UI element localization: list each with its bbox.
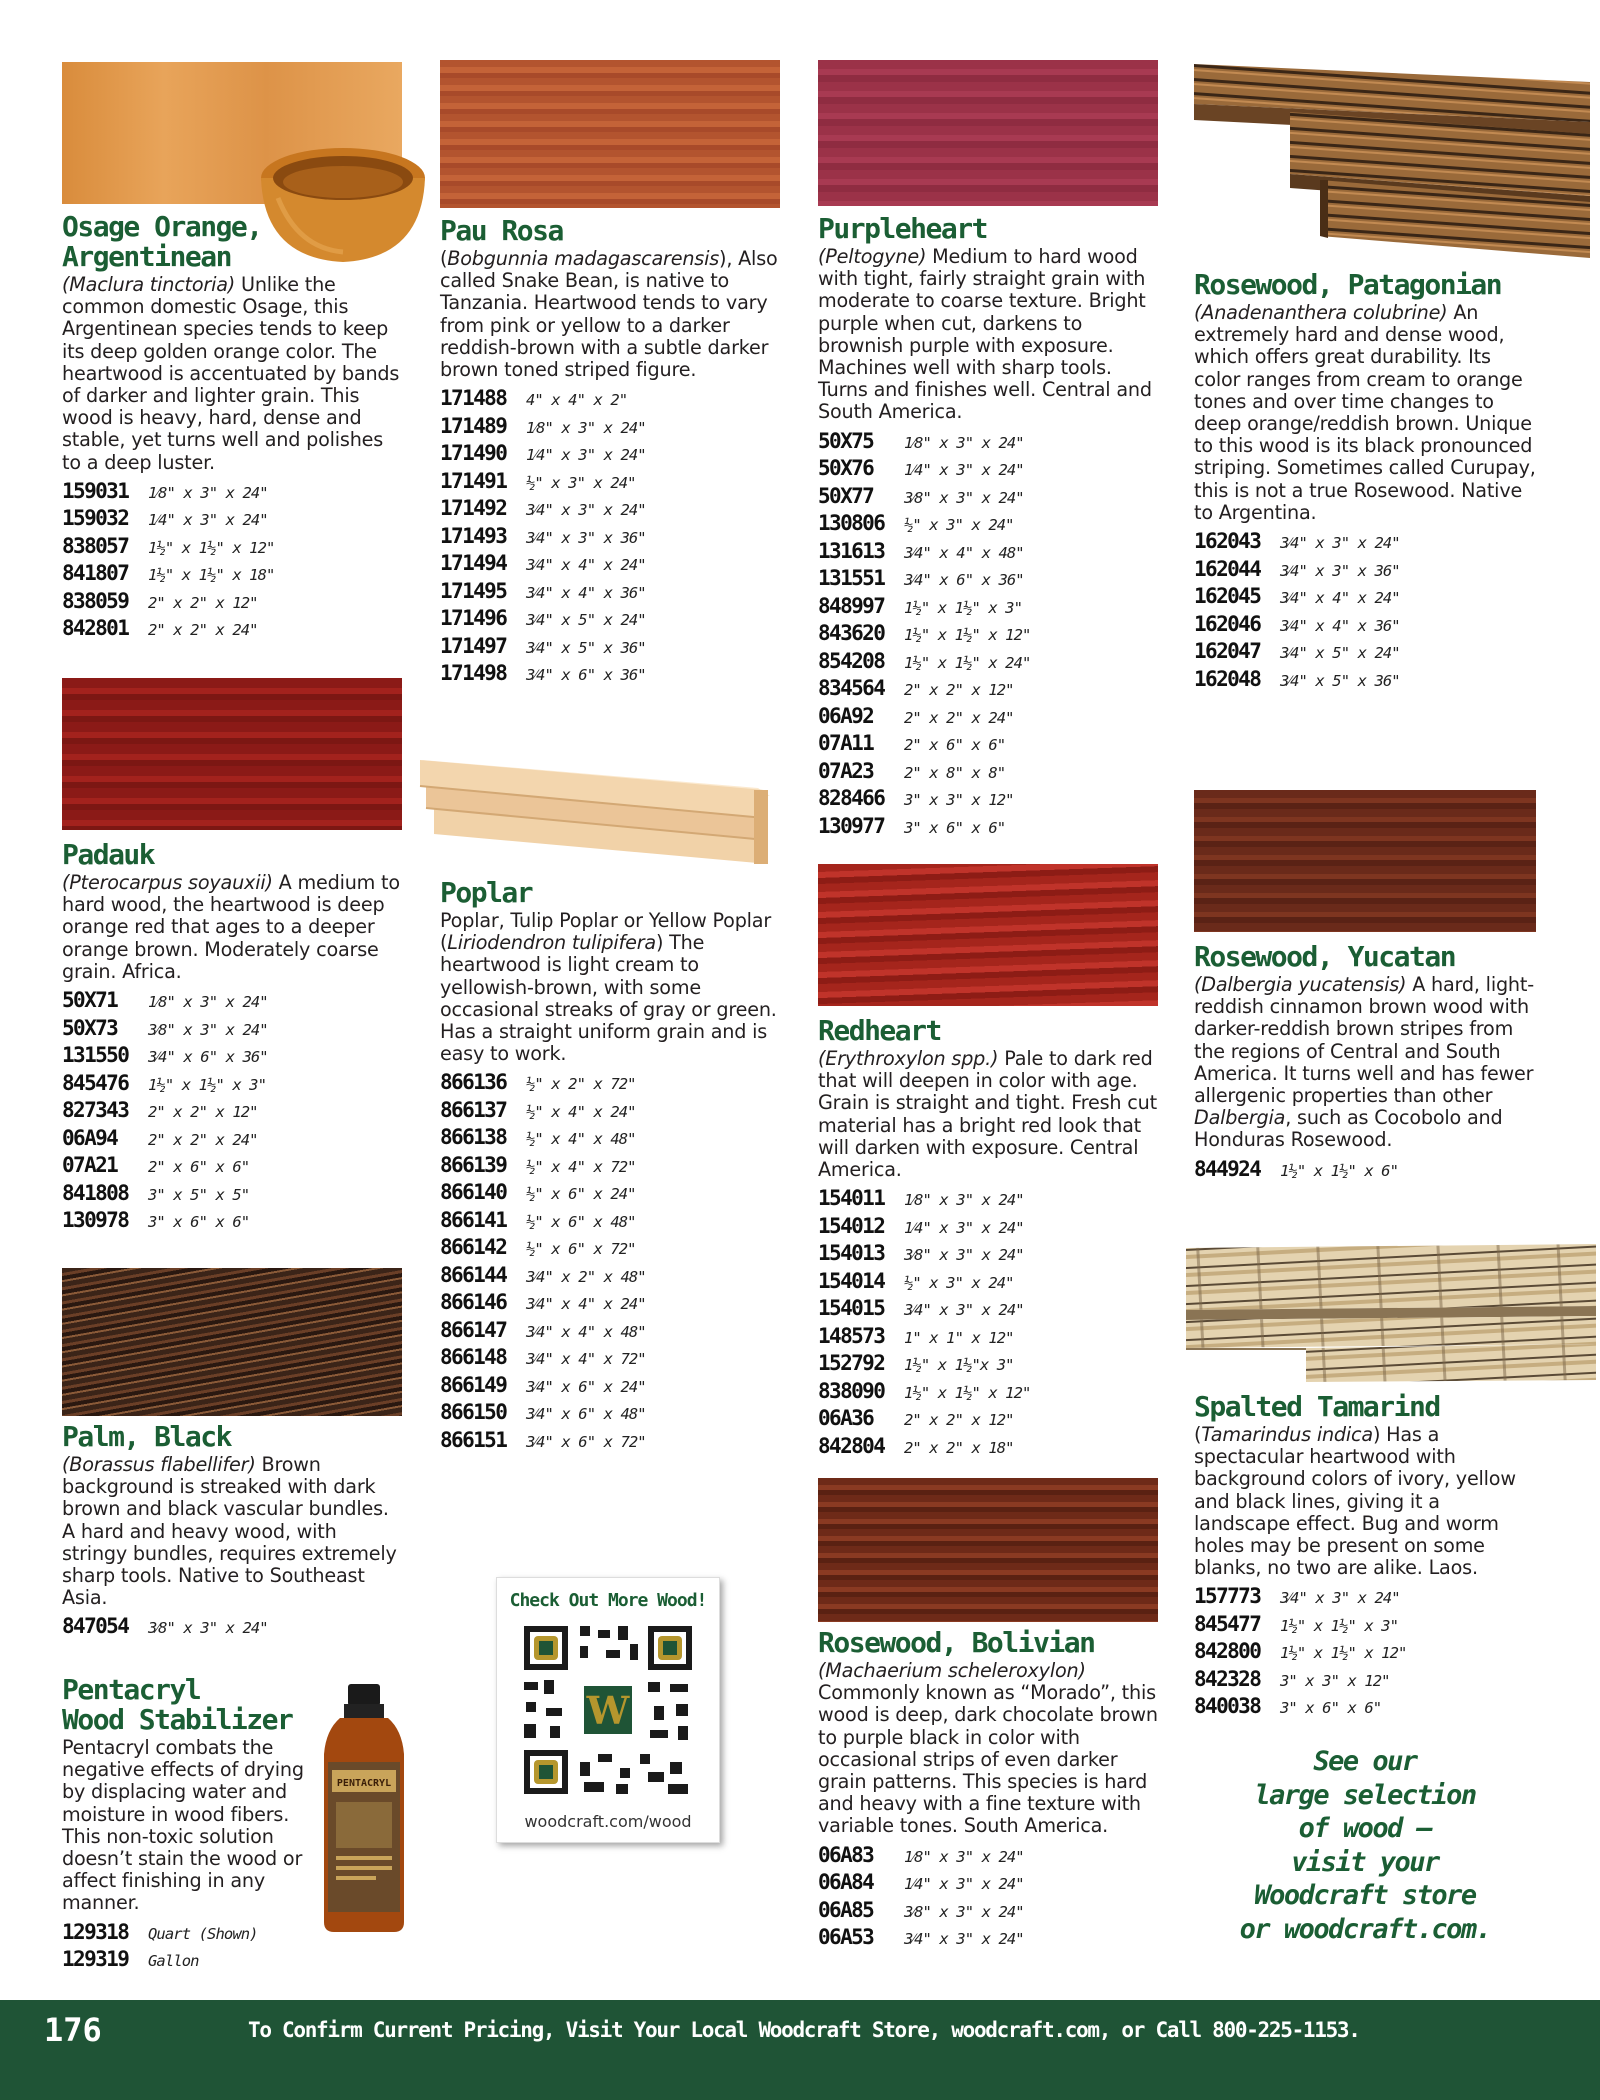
sku-row: 50X71 1⁄8" x 3" x 24" — [62, 988, 268, 1013]
page-number: 176 — [44, 2011, 102, 2049]
purpleheart-title: Purpleheart — [818, 212, 987, 245]
sku-row: 50X73 3⁄8" x 3" x 24" — [62, 1015, 268, 1040]
osage-orange-title: Osage Orange, Argentinean — [62, 210, 262, 273]
sku-row: 171494 3⁄4" x 4" x 24" — [440, 551, 646, 576]
qr-card-url[interactable]: woodcraft.com/wood — [524, 1812, 692, 1831]
palm-black-description: (Borassus flabellifer) Brown background is streaked with dark brown and black vascular bundles. A hard and heavy wood, with stringy bundles, requires extremely sharp tools. Native to Southeast Asia. — [62, 1453, 397, 1610]
rosewood-bolivian-description: (Machaerium scheleroxylon) Commonly known as “Morado”, this wood is deep, dark chocolate brown to purple black in color with occasional strips of even darker grain patterns. This species is hard and heavy with a fine texture with variable tones. South America. — [818, 1659, 1158, 1838]
sku-row: 840038 3" x 6" x 6" — [1194, 1694, 1382, 1719]
sku-row: 50X75 1⁄8" x 3" x 24" — [818, 428, 1024, 453]
sku-row: 838090 1½" x 1½" x 12" — [818, 1378, 1031, 1403]
sku-row: 827343 2" x 2" x 12" — [62, 1098, 258, 1123]
purpleheart-swatch — [818, 60, 1158, 206]
sku-row: 06A83 1⁄8" x 3" x 24" — [818, 1842, 1024, 1867]
rosewood-yucatan-description: (Dalbergia yucatensis) A hard, light-reddish cinnamon brown wood with darker-reddish brown stripes from the regions of Central and South America. It turns well and has fewer allergenic properties than other Dalbergia, such as Cocobolo and Honduras Rosewood. — [1194, 973, 1534, 1152]
sku-row: 834564 2" x 2" x 12" — [818, 676, 1014, 701]
section-palm-black — [62, 1422, 407, 1641]
rosewood-yucatan-sku-list — [1194, 1156, 1539, 1184]
sku-row: 159031 1⁄8" x 3" x 24" — [62, 478, 268, 503]
sku-row: 06A94 2" x 2" x 24" — [62, 1125, 258, 1150]
sku-row: 50X76 1⁄4" x 3" x 24" — [818, 456, 1024, 481]
sku-row: 06A53 3⁄4" x 3" x 24" — [818, 1925, 1024, 1950]
palm-black-title: Palm, Black — [62, 1420, 231, 1453]
purpleheart-description: (Peltogyne) Medium to hard wood with tight, fairly straight grain with moderate to coarse texture. Bright purple when cut, darkens to brownish purple with exposure. Machines well with sharp tools. Turns and finishes well. Central and South America. — [818, 245, 1152, 424]
sku-row: 838057 1½" x 1½" x 12" — [62, 533, 275, 558]
poplar-boards-image — [418, 756, 774, 868]
sku-row: 130978 3" x 6" x 6" — [62, 1208, 250, 1233]
section-pau-rosa — [440, 216, 785, 688]
sku-row: 07A23 2" x 8" x 8" — [818, 758, 1006, 783]
redheart-title: Redheart — [818, 1014, 941, 1047]
sku-row: 845476 1½" x 1½" x 3" — [62, 1070, 267, 1095]
sku-row: 866141 ½" x 6" x 48" — [440, 1207, 636, 1232]
osage-orange-sku-list — [62, 478, 407, 643]
poplar-description: Poplar, Tulip Poplar or Yellow Poplar (Liriodendron tulipifera) The heartwood is light cream to yellowish-brown, with some occasional streaks of gray or green. Has a straight uniform grain and is easy to work. — [440, 909, 777, 1066]
sku-row: 828466 3" x 3" x 12" — [818, 786, 1014, 811]
pentacryl-description: Pentacryl combats the negative effects of drying by displacing water and moisture in wood fibers. This non-toxic solution doesn’t stain the wood or affect finishing in any manner. — [62, 1736, 304, 1915]
sku-row: 07A21 2" x 6" x 6" — [62, 1153, 250, 1178]
sku-row: 866140 ½" x 6" x 24" — [440, 1180, 636, 1205]
padauk-description: (Pterocarpus soyauxii) A medium to hard wood, the heartwood is deep orange red that ages to a deeper orange brown. Moderately coarse grain. Africa. — [62, 871, 400, 983]
bottle-label-text: PENTACRYL — [336, 1778, 392, 1789]
sku-row: 842328 3" x 3" x 12" — [1194, 1666, 1390, 1691]
sku-row: 854208 1½" x 1½" x 24" — [818, 648, 1031, 673]
palm-black-swatch — [62, 1268, 402, 1416]
padauk-title: Padauk — [62, 838, 155, 871]
rosewood-patagonian-title: Rosewood, Patagonian — [1194, 268, 1502, 301]
spalted-tamarind-boards-image — [1186, 1244, 1598, 1384]
rosewood-patagonian-description: (Anadenanthera colubrine) An extremely hard and dense wood, which offers great durability. Its color ranges from cream to orange tones and over time changes to deep orange/reddish brown. Unique to this wood is its black pronounced striping. Sometimes called Curupay, this is not a true Rosewood. Native to Argentina. — [1194, 301, 1536, 524]
sku-row: 06A36 2" x 2" x 12" — [818, 1406, 1014, 1431]
rosewood-bolivian-sku-list — [818, 1842, 1163, 1952]
sku-row: 171492 3⁄4" x 3" x 24" — [440, 496, 646, 521]
sku-row: 842804 2" x 2" x 18" — [818, 1433, 1014, 1458]
pau-rosa-description: (Bobgunnia madagascarensis), Also called Snake Bean, is native to Tanzania. Heartwood tends to vary from pink or yellow to a darker reddish-brown with a subtle darker brown toned striped figure. — [440, 247, 778, 382]
section-rosewood-bolivian — [818, 1628, 1163, 1952]
pau-rosa-swatch — [440, 60, 780, 208]
sku-row: 841807 1½" x 1½" x 18" — [62, 561, 275, 586]
sku-row: 162046 3⁄4" x 4" x 36" — [1194, 611, 1400, 636]
sku-row: 130806 ½" x 3" x 24" — [818, 511, 1014, 536]
pau-rosa-title: Pau Rosa — [440, 214, 563, 247]
pentacryl-title: Pentacryl Wood Stabilizer — [62, 1673, 293, 1736]
sku-row: 157773 3⁄4" x 3" x 24" — [1194, 1584, 1400, 1609]
sku-row: 866136 ½" x 2" x 72" — [440, 1070, 636, 1095]
redheart-swatch — [818, 864, 1158, 1006]
sku-row: 171489 1⁄8" x 3" x 24" — [440, 413, 646, 438]
sku-row: 162045 3⁄4" x 4" x 24" — [1194, 584, 1400, 609]
sku-row: 154015 3⁄4" x 3" x 24" — [818, 1296, 1024, 1321]
redheart-description: (Erythroxylon spp.) Pale to dark red that will deepen in color with age. Grain is straight and tight. Fresh cut material has a bright red look that will darken with exposure. Central America. — [818, 1047, 1157, 1182]
sku-row: 154013 3⁄8" x 3" x 24" — [818, 1241, 1024, 1266]
sku-row: 866147 3⁄4" x 4" x 48" — [440, 1317, 646, 1342]
sku-row: 847054 3⁄8" x 3" x 24" — [62, 1614, 268, 1639]
sku-row: 171491 ½" x 3" x 24" — [440, 468, 636, 493]
promo-text: See our large selection of wood – visit your Woodcraft store or woodcraft.com. — [1239, 1746, 1491, 1945]
sku-row: 866146 3⁄4" x 4" x 24" — [440, 1290, 646, 1315]
page-footer — [0, 2000, 1600, 2100]
sku-row: 129319 Gallon — [62, 1947, 199, 1972]
purpleheart-sku-list — [818, 428, 1163, 841]
qr-card-title: Check Out More Wood! — [509, 1590, 707, 1611]
sku-row: 06A92 2" x 2" x 24" — [818, 703, 1014, 728]
sku-row: 866142 ½" x 6" x 72" — [440, 1235, 636, 1260]
spalted-tamarind-sku-list — [1194, 1583, 1539, 1721]
sku-row: 162043 3⁄4" x 3" x 24" — [1194, 529, 1400, 554]
rosewood-yucatan-swatch — [1194, 790, 1536, 932]
spalted-tamarind-description: (Tamarindus indica) Has a spectacular heartwood with background colors of ivory, yellow and black lines, giving it a landscape effect. Bug and worm holes may be present on some blanks, no two are alike. Laos. — [1194, 1423, 1516, 1580]
sku-row: 844924 1½" x 1½" x 6" — [1194, 1156, 1399, 1181]
redheart-sku-list — [818, 1185, 1163, 1460]
sku-row: 838059 2" x 2" x 12" — [62, 588, 258, 613]
rosewood-bolivian-swatch — [818, 1478, 1158, 1622]
sku-row: 171498 3⁄4" x 6" x 36" — [440, 661, 646, 686]
pentacryl-sku-list — [62, 1919, 320, 1974]
sku-row: 866149 3⁄4" x 6" x 24" — [440, 1372, 646, 1397]
sku-row: 129318 Quart (Shown) — [62, 1919, 258, 1944]
palm-black-sku-list — [62, 1613, 407, 1641]
section-osage-orange — [62, 212, 407, 643]
sku-row: 154014 ½" x 3" x 24" — [818, 1268, 1014, 1293]
sku-row: 148573 1" x 1" x 12" — [818, 1323, 1014, 1348]
sku-row: 154012 1⁄4" x 3" x 24" — [818, 1213, 1024, 1238]
poplar-sku-list — [440, 1069, 785, 1454]
osage-orange-description: (Maclura tinctoria) Unlike the common domestic Osage, this Argentinean species tends to keep its deep golden orange color. The heartwood is accentuated by bands of darker and lighter grain. This wood is heavy, hard, dense and stable, yet turns well and polishes to a deep luster. — [62, 273, 400, 474]
sku-row: 159032 1⁄4" x 3" x 24" — [62, 506, 268, 531]
rosewood-patagonian-sku-list — [1194, 528, 1539, 693]
sku-row: 866151 3⁄4" x 6" x 72" — [440, 1427, 646, 1452]
section-padauk — [62, 840, 407, 1235]
qr-code-card[interactable] — [496, 1577, 720, 1843]
sku-row: 06A85 3⁄8" x 3" x 24" — [818, 1897, 1024, 1922]
section-purpleheart — [818, 214, 1163, 840]
sku-row: 171488 4" x 4" x 2" — [440, 386, 628, 411]
sku-row: 866138 ½" x 4" x 48" — [440, 1125, 636, 1150]
sku-row: 130977 3" x 6" x 6" — [818, 813, 1006, 838]
sku-row: 171490 1⁄4" x 3" x 24" — [440, 441, 646, 466]
rosewood-bolivian-title: Rosewood, Bolivian — [818, 1626, 1095, 1659]
pau-rosa-sku-list — [440, 385, 785, 688]
sku-row: 866150 3⁄4" x 6" x 48" — [440, 1400, 646, 1425]
sku-row: 842801 2" x 2" x 24" — [62, 616, 258, 641]
sku-row: 131550 3⁄4" x 6" x 36" — [62, 1043, 268, 1068]
rosewood-patagonian-boards-image — [1194, 60, 1594, 260]
sku-row: 171497 3⁄4" x 5" x 36" — [440, 633, 646, 658]
sku-row: 171493 3⁄4" x 3" x 36" — [440, 523, 646, 548]
section-pentacryl — [62, 1675, 320, 1974]
section-spalted-tamarind — [1194, 1392, 1539, 1721]
section-redheart — [818, 1016, 1163, 1460]
sku-row: 131551 3⁄4" x 6" x 36" — [818, 566, 1024, 591]
padauk-sku-list — [62, 987, 407, 1235]
sku-row: 866148 3⁄4" x 4" x 72" — [440, 1345, 646, 1370]
sku-row: 841808 3" x 5" x 5" — [62, 1180, 250, 1205]
qr-code-image[interactable] — [520, 1622, 696, 1798]
sku-row: 154011 1⁄8" x 3" x 24" — [818, 1186, 1024, 1211]
poplar-title: Poplar — [440, 876, 533, 909]
sku-row: 162048 3⁄4" x 5" x 36" — [1194, 666, 1400, 691]
sku-row: 171496 3⁄4" x 5" x 24" — [440, 606, 646, 631]
padauk-swatch — [62, 678, 402, 830]
section-rosewood-patagonian — [1194, 270, 1539, 693]
sku-row: 866139 ½" x 4" x 72" — [440, 1152, 636, 1177]
sku-row: 866144 3⁄4" x 2" x 48" — [440, 1262, 646, 1287]
sku-row: 152792 1½" x 1½"x 3" — [818, 1351, 1014, 1376]
sku-row: 06A84 1⁄4" x 3" x 24" — [818, 1870, 1024, 1895]
sku-row: 848997 1½" x 1½" x 3" — [818, 593, 1023, 618]
section-poplar — [440, 878, 785, 1454]
sku-row: 171495 3⁄4" x 4" x 36" — [440, 578, 646, 603]
sku-row: 866137 ½" x 4" x 24" — [440, 1097, 636, 1122]
pentacryl-bottle-image — [318, 1684, 410, 1934]
sku-row: 162044 3⁄4" x 3" x 36" — [1194, 556, 1400, 581]
sku-row: 843620 1½" x 1½" x 12" — [818, 621, 1031, 646]
sku-row: 07A11 2" x 6" x 6" — [818, 731, 1006, 756]
sku-row: 845477 1½" x 1½" x 3" — [1194, 1611, 1399, 1636]
section-rosewood-yucatan — [1194, 942, 1539, 1183]
sku-row: 162047 3⁄4" x 5" x 24" — [1194, 639, 1400, 664]
qr-logo-letter: W — [586, 1688, 630, 1733]
footer-pricing-notice: To Confirm Current Pricing, Visit Your Local Woodcraft Store, woodcraft.com, or Call 800-225-1153. — [248, 2018, 1360, 2042]
rosewood-yucatan-title: Rosewood, Yucatan — [1194, 940, 1456, 973]
sku-row: 842800 1½" x 1½" x 12" — [1194, 1639, 1407, 1664]
sku-row: 50X77 3⁄8" x 3" x 24" — [818, 483, 1024, 508]
sku-row: 131613 3⁄4" x 4" x 48" — [818, 538, 1024, 563]
spalted-tamarind-title: Spalted Tamarind — [1194, 1390, 1440, 1423]
